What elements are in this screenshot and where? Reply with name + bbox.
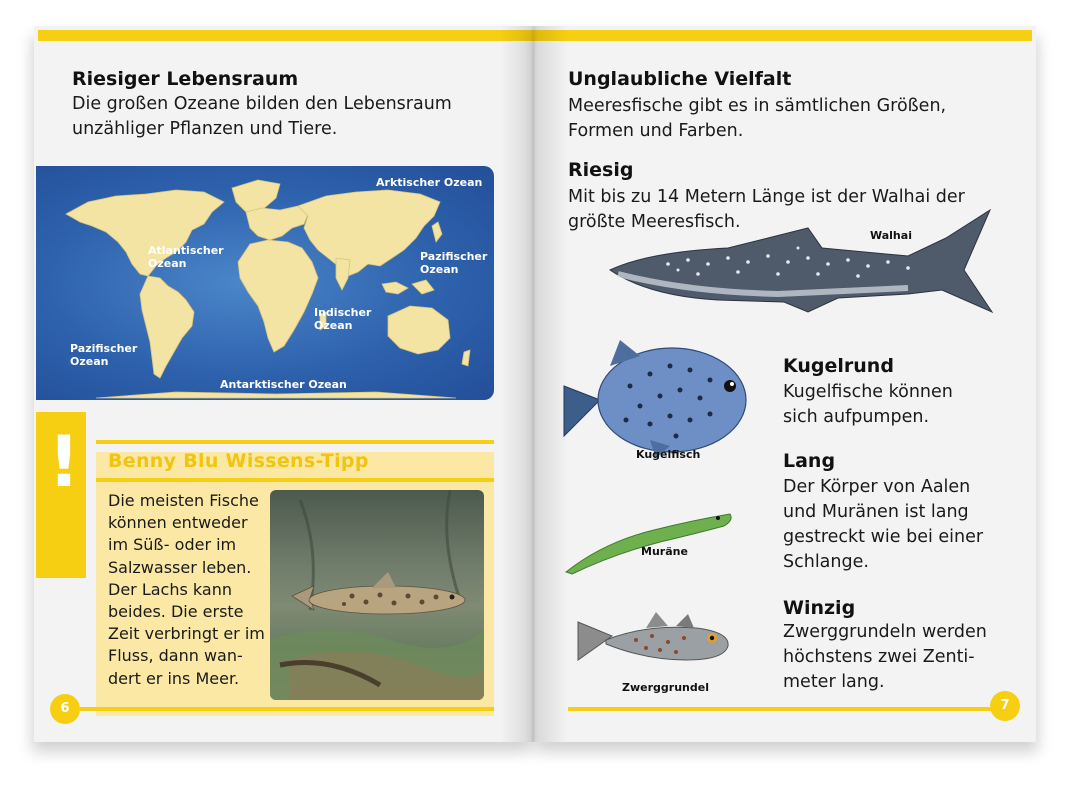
body-round-line: sich aufpumpen. — [783, 407, 930, 427]
bottom-accent-line — [80, 707, 494, 711]
label-pacific-ocean-left — [70, 342, 137, 368]
label-antarctic-ocean: Antarktischer Ozean — [220, 378, 347, 391]
body-tiny — [783, 620, 987, 695]
body-long-line: Der Körper von Aalen — [783, 477, 971, 497]
tip-text-line: Die meisten Fische — [108, 491, 259, 510]
body-round — [783, 380, 953, 430]
tip-text-line: können entweder — [108, 513, 248, 533]
label-whale-shark: Walhai — [870, 229, 912, 242]
left-body-line: unzähliger Pflanzen und Tiere. — [72, 119, 338, 139]
left-page — [34, 26, 534, 742]
map-label-line: Ozean — [148, 257, 187, 270]
top-accent-bar — [534, 30, 1032, 41]
right-body — [568, 94, 946, 144]
body-tiny-line: meter lang. — [783, 672, 885, 692]
tip-text-line: Zeit verbringt er im — [108, 624, 265, 644]
map-label-line: Ozean — [420, 263, 459, 276]
map-label-line: Atlantischer — [148, 244, 224, 257]
salmon-photo — [270, 490, 484, 700]
body-long — [783, 475, 983, 575]
whale-shark-illustration — [608, 208, 998, 323]
heading-tiny: Winzig — [783, 597, 856, 619]
dwarf-goby-illustration — [576, 606, 736, 674]
label-moray: Muräne — [641, 545, 688, 558]
right-body-line: Formen und Farben. — [568, 121, 744, 141]
tip-divider-mid — [96, 478, 494, 482]
tip-divider-top — [96, 440, 494, 444]
body-tiny-line: Zwerggrundeln werden — [783, 622, 987, 642]
pufferfish-illustration — [560, 336, 750, 460]
label-pacific-ocean-right — [420, 250, 487, 276]
label-pufferfish: Kugelfisch — [636, 448, 701, 461]
label-atlantic-ocean — [148, 244, 224, 270]
heading-long: Lang — [783, 450, 836, 472]
map-label-line: Pazifischer — [70, 342, 138, 355]
right-heading: Unglaubliche Vielfalt — [568, 68, 792, 90]
bottom-accent-line — [568, 707, 992, 711]
tip-text-line: dert er ins Meer. — [108, 668, 240, 688]
tip-text-line: Salzwasser leben. — [108, 557, 252, 577]
left-body-line: Die großen Ozeane bilden den Lebensraum — [72, 94, 452, 114]
body-round-line: Kugelfische können — [783, 382, 953, 402]
moray-illustration — [564, 496, 734, 576]
top-accent-bar — [38, 30, 534, 41]
tip-text-line: beides. Die erste — [108, 602, 244, 622]
body-long-line: und Muränen ist lang — [783, 502, 969, 522]
page-number-left: 6 — [50, 694, 80, 724]
world-ocean-map — [36, 166, 494, 400]
tip-text-line: Der Lachs kann — [108, 579, 232, 599]
label-arctic-ocean: Arktischer Ozean — [376, 176, 483, 189]
left-body — [72, 92, 452, 142]
map-label-line: Pazifischer — [420, 250, 488, 263]
map-label-line: Ozean — [314, 319, 353, 332]
page-number-right: 7 — [990, 691, 1020, 721]
exclamation-icon: ! — [36, 412, 86, 578]
body-giant-line: größte Meeresfisch. — [568, 212, 741, 232]
tip-text-line: Fluss, dann wan- — [108, 646, 243, 666]
left-heading: Riesiger Lebensraum — [72, 68, 299, 90]
body-tiny-line: höchstens zwei Zenti- — [783, 647, 975, 667]
right-body-line: Meeresfische gibt es in sämtlichen Größen, — [568, 96, 947, 116]
body-giant-line: Mit bis zu 14 Metern Länge ist der Walhai der — [568, 187, 965, 207]
body-long-line: Schlange. — [783, 552, 869, 572]
right-page — [534, 26, 1036, 742]
tip-title: Benny Blu Wissens-Tipp — [108, 450, 369, 472]
heading-round: Kugelrund — [783, 355, 894, 377]
body-long-line: gestreckt wie bei einer — [783, 527, 984, 547]
label-indian-ocean — [314, 306, 371, 332]
map-label-line: Ozean — [70, 355, 109, 368]
salmon-illustration — [270, 490, 484, 700]
tip-text — [108, 490, 278, 690]
heading-giant: Riesig — [568, 159, 634, 181]
map-label-line: Indischer — [314, 306, 372, 319]
label-dwarf-goby: Zwerggrundel — [622, 681, 709, 694]
tip-text-line: im Süß- oder im — [108, 535, 237, 555]
